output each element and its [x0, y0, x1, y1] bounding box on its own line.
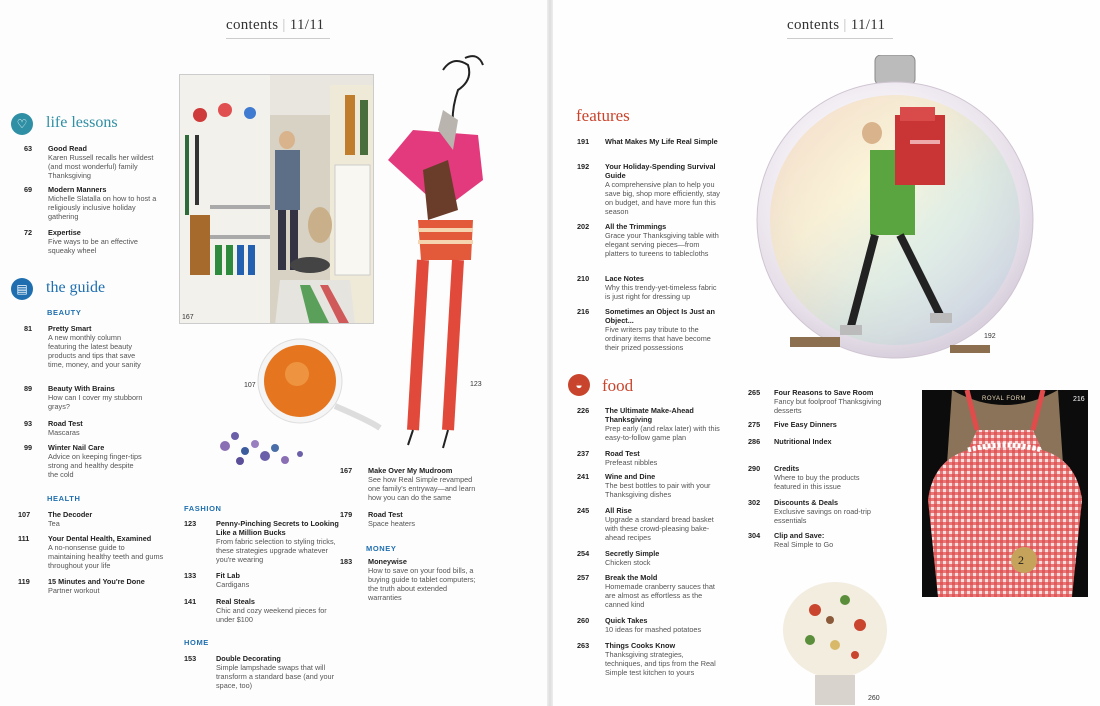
header-contents-label-right: contents: [787, 17, 840, 33]
toc-page-number: 260: [577, 616, 590, 625]
toc-page-number: 191: [577, 137, 590, 146]
toc-page-number: 257: [577, 573, 590, 582]
toc-entry-title: Road Test: [368, 510, 403, 519]
toc-page-number: 153: [184, 654, 197, 663]
subhead-home: HOME: [184, 638, 209, 647]
toc-entry-title: Make Over My Mudroom: [368, 466, 453, 475]
tea-photo: [205, 336, 395, 478]
toc-entry-title: All Rise: [605, 506, 632, 515]
subhead-money: MONEY: [366, 544, 397, 553]
header-rule: [226, 38, 330, 39]
toc-page-number: 254: [577, 549, 590, 558]
photo-number-illustration: 123: [470, 381, 482, 388]
section-title-features: features: [576, 106, 630, 125]
toc-entry-description: A new monthly column featuring the latest beauty products and tips that save time, money, and your sanity: [48, 333, 141, 369]
toc-page-number: 263: [577, 641, 590, 650]
toc-entry-title: Quick Takes: [605, 616, 648, 625]
toc-page-number: 202: [577, 222, 590, 231]
toc-entry-description: Karen Russell recalls her wildest (and most wonderful) family Thanksgiving: [48, 153, 154, 180]
toc-entry-title: The Decoder: [48, 510, 93, 519]
toc-entry-title: Pretty Smart: [48, 324, 92, 333]
toc-page-number: 69: [24, 185, 33, 194]
toc-entry-description: The best bottles to pair with your Thanksgiving dishes: [605, 481, 711, 499]
toc-entry-title: Five Easy Dinners: [774, 420, 837, 429]
toc-page-number: 304: [748, 531, 761, 540]
open-book-icon: ▤: [11, 278, 33, 300]
toc-entry-title: 15 Minutes and You're Done: [48, 577, 145, 586]
toc-entry-description: A comprehensive plan to help you save big, shop more efficiently, stay on budget, and have more fun this season: [605, 180, 720, 216]
toc-page-number: 141: [184, 597, 197, 606]
toc-entry-description: Upgrade a standard bread basket with these crowd-pleasing bake-ahead recipes: [605, 515, 714, 542]
toc-entry-description: How can I cover my stubborn grays?: [48, 393, 143, 411]
toc-entry-description: Advice on keeping finger-tips strong and healthy despite the cold: [48, 452, 142, 479]
photo-number-potatoes: 260: [868, 695, 880, 702]
toc-entry-title: The Ultimate Make-Ahead Thanksgiving: [605, 406, 694, 424]
toc-entry-title: Clip and Save:: [774, 531, 825, 540]
ornament-photo: [750, 55, 1040, 367]
toc-entry-description: Where to buy the products featured in this issue: [774, 473, 860, 491]
toc-page-number: 216: [577, 307, 590, 316]
toc-entry-title: Your Dental Health, Examined: [48, 534, 152, 543]
section-title-food: food: [602, 376, 634, 395]
apron-tag-number: 2: [1018, 553, 1024, 567]
section-title-the-guide: the guide: [46, 279, 106, 296]
toc-entry-title: Penny-Pinching Secrets to Looking Like a Million Bucks: [216, 519, 339, 537]
toc-entry-title: Real Steals: [216, 597, 255, 606]
page-gutter: [547, 0, 553, 706]
section-title-life-lessons: life lessons: [46, 114, 118, 131]
toc-page-number: 89: [24, 384, 33, 393]
photo-number-apron: 216: [1073, 396, 1085, 403]
toc-entry-title: Discounts & Deals: [774, 498, 839, 507]
subhead-fashion: FASHION: [184, 504, 222, 513]
toc-page-number: 237: [577, 449, 590, 458]
toc-page-number: 81: [24, 324, 33, 333]
subhead-beauty: BEAUTY: [47, 308, 82, 317]
toc-entry-description: Exclusive savings on road-trip essentials: [774, 507, 871, 525]
toc-entry-description: Tea: [48, 519, 60, 528]
toc-entry-title: Road Test: [48, 419, 83, 428]
toc-page-number: 210: [577, 274, 590, 283]
toc-entry-description: Partner workout: [48, 586, 100, 595]
toc-page-number: 275: [748, 420, 761, 429]
toc-entry-description: See how Real Simple revamped one family's entryway—and learn how you can do the same: [368, 475, 476, 502]
toc-entry-description: Five ways to be an effective squeaky wheel: [48, 237, 138, 255]
toc-entry-description: Fancy but foolproof Thanksgiving desserts: [774, 397, 882, 415]
toc-page-number: 133: [184, 571, 197, 580]
header-rule-right: [787, 38, 893, 39]
toc-entry-description: A no-nonsense guide to maintaining healthy teeth and gums throughout your life: [48, 543, 164, 570]
toc-entry-description: Grace your Thanksgiving table with elegant serving pieces—from platters to tureens to tablecloths: [605, 231, 719, 258]
apron-photo: [922, 390, 1088, 597]
toc-entry-description: How to save on your food bills, a buying guide to tablet computers; the truth about extended warranties: [368, 566, 476, 602]
fashion-illustration: [383, 50, 493, 455]
toc-page-number: 192: [577, 162, 590, 171]
mudroom-photo: [179, 74, 374, 324]
toc-page-number: 111: [18, 534, 30, 543]
photo-number-ornament: 192: [984, 333, 996, 340]
toc-entry-description: Thanksgiving strategies, techniques, and tips from the Real Simple test kitchen to yours: [605, 650, 716, 677]
toc-entry-description: Homemade cranberry sauces that are almost as effortless as the canned kind: [605, 582, 715, 609]
toc-page-number: 123: [184, 519, 197, 528]
toc-page-number: 286: [748, 437, 761, 446]
header-contents-label: contents: [226, 17, 279, 33]
right-page-header: contents | 11/11: [787, 17, 886, 33]
toc-entry-title: Sometimes an Object Is Just an Object...: [605, 307, 715, 325]
toc-page-number: 226: [577, 406, 590, 415]
toc-entry-description: Prefeast nibbles: [605, 458, 658, 467]
header-issue-date: 11/11: [289, 17, 325, 33]
toc-entry-description: Mascaras: [48, 428, 80, 437]
toc-entry-description: Chic and cozy weekend pieces for under $100: [216, 606, 327, 624]
toc-page-number: 119: [18, 577, 30, 586]
heart-chat-icon: ♡: [11, 113, 33, 135]
left-page-header: contents | 11/11: [226, 17, 325, 33]
toc-entry-title: Nutritional Index: [774, 437, 832, 446]
toc-entry-description: Real Simple to Go: [774, 540, 834, 549]
toc-entry-description: Why this trendy-yet-timeless fabric is just right for dressing up: [605, 283, 717, 301]
toc-entry-title: What Makes My Life Real Simple: [605, 137, 718, 146]
toc-entry-description: Five writers pay tribute to the ordinary items that have become their prized possessions: [605, 325, 711, 352]
toc-entry-title: Your Holiday-Spending Survival Guide: [605, 162, 716, 180]
toc-entry-title: Winter Nail Care: [48, 443, 105, 452]
toc-entry-description: 10 ideas for mashed potatoes: [605, 625, 702, 634]
toc-entry-title: Things Cooks Know: [605, 641, 676, 650]
mashed-potatoes-photo: [775, 570, 900, 706]
toc-entry-title: Fit Lab: [216, 571, 240, 580]
toc-entry-description: Prep early (and relax later) with this easy-to-follow game plan: [605, 424, 720, 442]
toc-entry-title: Credits: [774, 464, 800, 473]
toc-entry-title: Modern Manners: [48, 185, 107, 194]
toc-entry-title: Double Decorating: [216, 654, 281, 663]
subhead-health: HEALTH: [47, 494, 81, 503]
toc-page-number: 302: [748, 498, 761, 507]
toc-page-number: 290: [748, 464, 761, 473]
toc-entry-title: Lace Notes: [605, 274, 644, 283]
photo-number-tea: 107: [244, 382, 256, 389]
toc-page-number: 241: [577, 472, 590, 481]
toc-entry-title: Wine and Dine: [605, 472, 656, 481]
toc-entry-description: Space heaters: [368, 519, 416, 528]
toc-entry-title: Road Test: [605, 449, 640, 458]
toc-page-number: 179: [340, 510, 353, 519]
toc-entry-description: Michelle Slatalla on how to host a religiously inclusive holiday gathering: [48, 194, 157, 221]
toc-page-number: 167: [340, 466, 353, 475]
toc-page-number: 107: [18, 510, 31, 519]
food-bowl-icon: ◒: [568, 374, 590, 396]
photo-number-mudroom: 167: [182, 314, 194, 321]
toc-entry-title: Break the Mold: [605, 573, 658, 582]
toc-page-number: 93: [24, 419, 33, 428]
toc-entry-title: All the Trimmings: [605, 222, 667, 231]
toc-entry-description: Cardigans: [216, 580, 250, 589]
toc-page-number: 99: [24, 443, 33, 452]
toc-entry-title: Moneywise: [368, 557, 407, 566]
toc-entry-title: Beauty With Brains: [48, 384, 115, 393]
toc-entry-description: From fabric selection to styling tricks, these strategies upgrade whatever you're wearing: [216, 537, 336, 564]
toc-page-number: 245: [577, 506, 590, 515]
toc-page-number: 183: [340, 557, 353, 566]
toc-page-number: 63: [24, 144, 33, 153]
toc-page-number: 265: [748, 388, 761, 397]
header-issue-date-right: 11/11: [850, 17, 886, 33]
apron-form-label: ROYAL FORM: [982, 396, 1027, 402]
toc-entry-description: Chicken stock: [605, 558, 651, 567]
toc-entry-title: Four Reasons to Save Room: [774, 388, 874, 397]
toc-entry-title: Good Read: [48, 144, 87, 153]
toc-entry-title: Expertise: [48, 228, 81, 237]
toc-page-number: 72: [24, 228, 33, 237]
toc-entry-title: Secretly Simple: [605, 549, 660, 558]
toc-entry-description: Simple lampshade swaps that will transform a standard base (and your space, too): [216, 663, 335, 690]
right-page: [550, 0, 1100, 706]
